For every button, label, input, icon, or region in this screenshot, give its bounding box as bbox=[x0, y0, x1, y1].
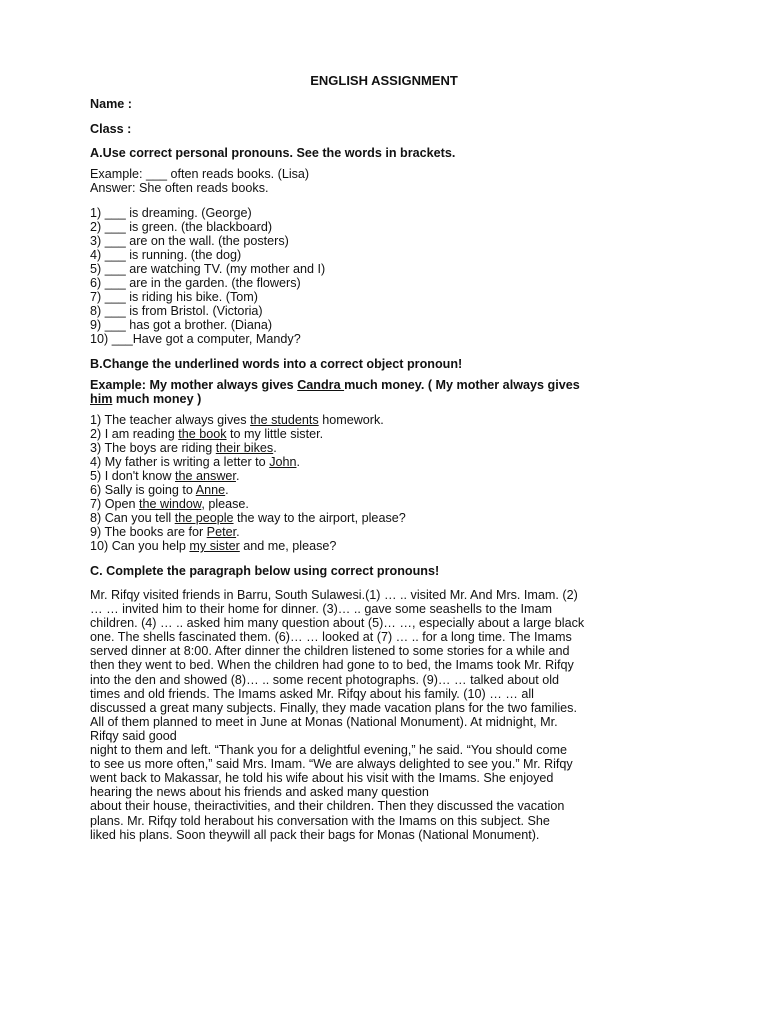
paragraph-line: … … invited him to their home for dinner. (3)… .. gave some seashells to the Imam bbox=[90, 602, 552, 617]
paragraph-line: night to them and left. “Thank you for a delightful evening,” he said. “You should come bbox=[90, 743, 567, 758]
paragraph-line: about their house, theiractivities, and their children. Then they discussed the vacation bbox=[90, 799, 565, 814]
list-item: 1) ___ is dreaming. (George) bbox=[90, 206, 252, 220]
paragraph-line: Rifqy said good bbox=[90, 728, 177, 743]
section-a-list bbox=[90, 206, 690, 346]
section-a-heading: A.Use correct personal pronouns. See the words in brackets. bbox=[90, 146, 456, 160]
underlined-words: my sister bbox=[189, 539, 240, 553]
list-item: 4) ___ is running. (the dog) bbox=[90, 248, 242, 262]
list-item: 6) Sally is going to Anne. bbox=[90, 483, 229, 497]
list-item: 10) Can you help my sister and me, please? bbox=[90, 539, 337, 553]
list-item: 8) Can you tell the people the way to the airport, please? bbox=[90, 511, 406, 525]
list-item: 10) ___Have got a computer, Mandy? bbox=[90, 332, 301, 346]
list-item: 7) ___ is riding his bike. (Tom) bbox=[90, 290, 258, 304]
paragraph-line: discussed a great many subjects. Finally, they made vacation plans for the two families. bbox=[90, 700, 577, 715]
example-underlined: Candra bbox=[297, 378, 345, 392]
underlined-words: their bikes bbox=[215, 441, 274, 455]
section-c-paragraph bbox=[90, 588, 710, 842]
list-item: 1) The teacher always gives the students homework. bbox=[90, 413, 384, 427]
underlined-words: the answer bbox=[175, 469, 236, 483]
list-item: 8) ___ is from Bristol. (Victoria) bbox=[90, 304, 263, 318]
list-item: 3) The boys are riding their bikes. bbox=[90, 441, 277, 455]
list-item: 6) ___ are in the garden. (the flowers) bbox=[90, 276, 301, 290]
paragraph-line: then they went to bed. When the children had gone to to bed, the Imams took Mr. Rifqy bbox=[90, 658, 574, 673]
paragraph-line: one. The shells fascinated them. (6)… … looked at (7) … .. for a long time. The Imams bbox=[90, 630, 572, 645]
page-title: ENGLISH ASSIGNMENT bbox=[310, 73, 458, 88]
list-item: 9) ___ has got a brother. (Diana) bbox=[90, 318, 273, 332]
paragraph-line: children. (4) … .. asked him many question about (5)… …, especially about a large black bbox=[90, 616, 585, 631]
name-label: Name : bbox=[90, 97, 132, 111]
paragraph-line: to see us more often,” said Mrs. Imam. “We are always delighted to see you.” Mr. Rifqy bbox=[90, 757, 573, 772]
paragraph-line: plans. Mr. Rifqy told herabout his conversation with the Imams on this subject. She bbox=[90, 813, 550, 828]
paragraph-line: hearing the news about his friends and asked many question bbox=[90, 785, 429, 800]
paragraph-line: Mr. Rifqy visited friends in Barru, South Sulawesi.(1) … .. visited Mr. And Mrs. Imam. (2) bbox=[90, 588, 578, 602]
section-a-answer: Answer: She often reads books. bbox=[90, 181, 269, 195]
example-text: Example: My mother always gives bbox=[90, 378, 298, 392]
list-item: 2) ___ is green. (the blackboard) bbox=[90, 220, 273, 234]
example-text: much money. ( My mother always gives bbox=[344, 378, 580, 392]
section-b-heading: B.Change the underlined words into a correct object pronoun! bbox=[90, 357, 463, 371]
underlined-words: the students bbox=[250, 413, 319, 427]
paragraph-line: went back to Makassar, he told his wife about his visit with the Imams. She enjoyed bbox=[90, 771, 554, 786]
paragraph-line: liked his plans. Soon theywill all pack their bags for Monas (National Monument). bbox=[90, 827, 540, 842]
underlined-words: the book bbox=[178, 427, 227, 441]
list-item: 4) My father is writing a letter to John. bbox=[90, 455, 300, 469]
underlined-words: John bbox=[269, 455, 297, 469]
example-text: much money ) bbox=[112, 392, 202, 406]
paragraph-line: All of them planned to meet in June at Monas (National Monument). At midnight, Mr. bbox=[90, 714, 558, 729]
section-b-list bbox=[90, 413, 690, 553]
paragraph-line: served dinner at 8:00. After dinner the children listened to some stories for a while and bbox=[90, 644, 570, 659]
list-item: 3) ___ are on the wall. (the posters) bbox=[90, 234, 289, 248]
underlined-words: Peter bbox=[206, 525, 237, 539]
underlined-words: the window bbox=[139, 497, 202, 511]
section-a-example-block bbox=[90, 167, 690, 195]
section-c-heading: C. Complete the paragraph below using correct pronouns! bbox=[90, 564, 440, 578]
list-item: 2) I am reading the book to my little sister. bbox=[90, 427, 324, 441]
list-item: 7) Open the window, please. bbox=[90, 497, 249, 511]
class-label: Class : bbox=[90, 122, 132, 136]
list-item: 5) I don't know the answer. bbox=[90, 469, 240, 483]
section-b-example bbox=[90, 378, 690, 406]
list-item: 5) ___ are watching TV. (my mother and I) bbox=[90, 262, 326, 276]
list-item: 9) The books are for Peter. bbox=[90, 525, 240, 539]
underlined-words: the people bbox=[174, 511, 234, 525]
paragraph-line: into the den and showed (8)… .. some recent photographs. (9)… … talked about old bbox=[90, 672, 560, 687]
example-underlined: him bbox=[90, 392, 113, 406]
section-a-example: Example: ___ often reads books. (Lisa) bbox=[90, 167, 310, 181]
underlined-words: Anne bbox=[195, 483, 226, 497]
paragraph-line: times and old friends. The Imams asked Mr. Rifqy about his family. (10) … … all bbox=[90, 686, 534, 701]
